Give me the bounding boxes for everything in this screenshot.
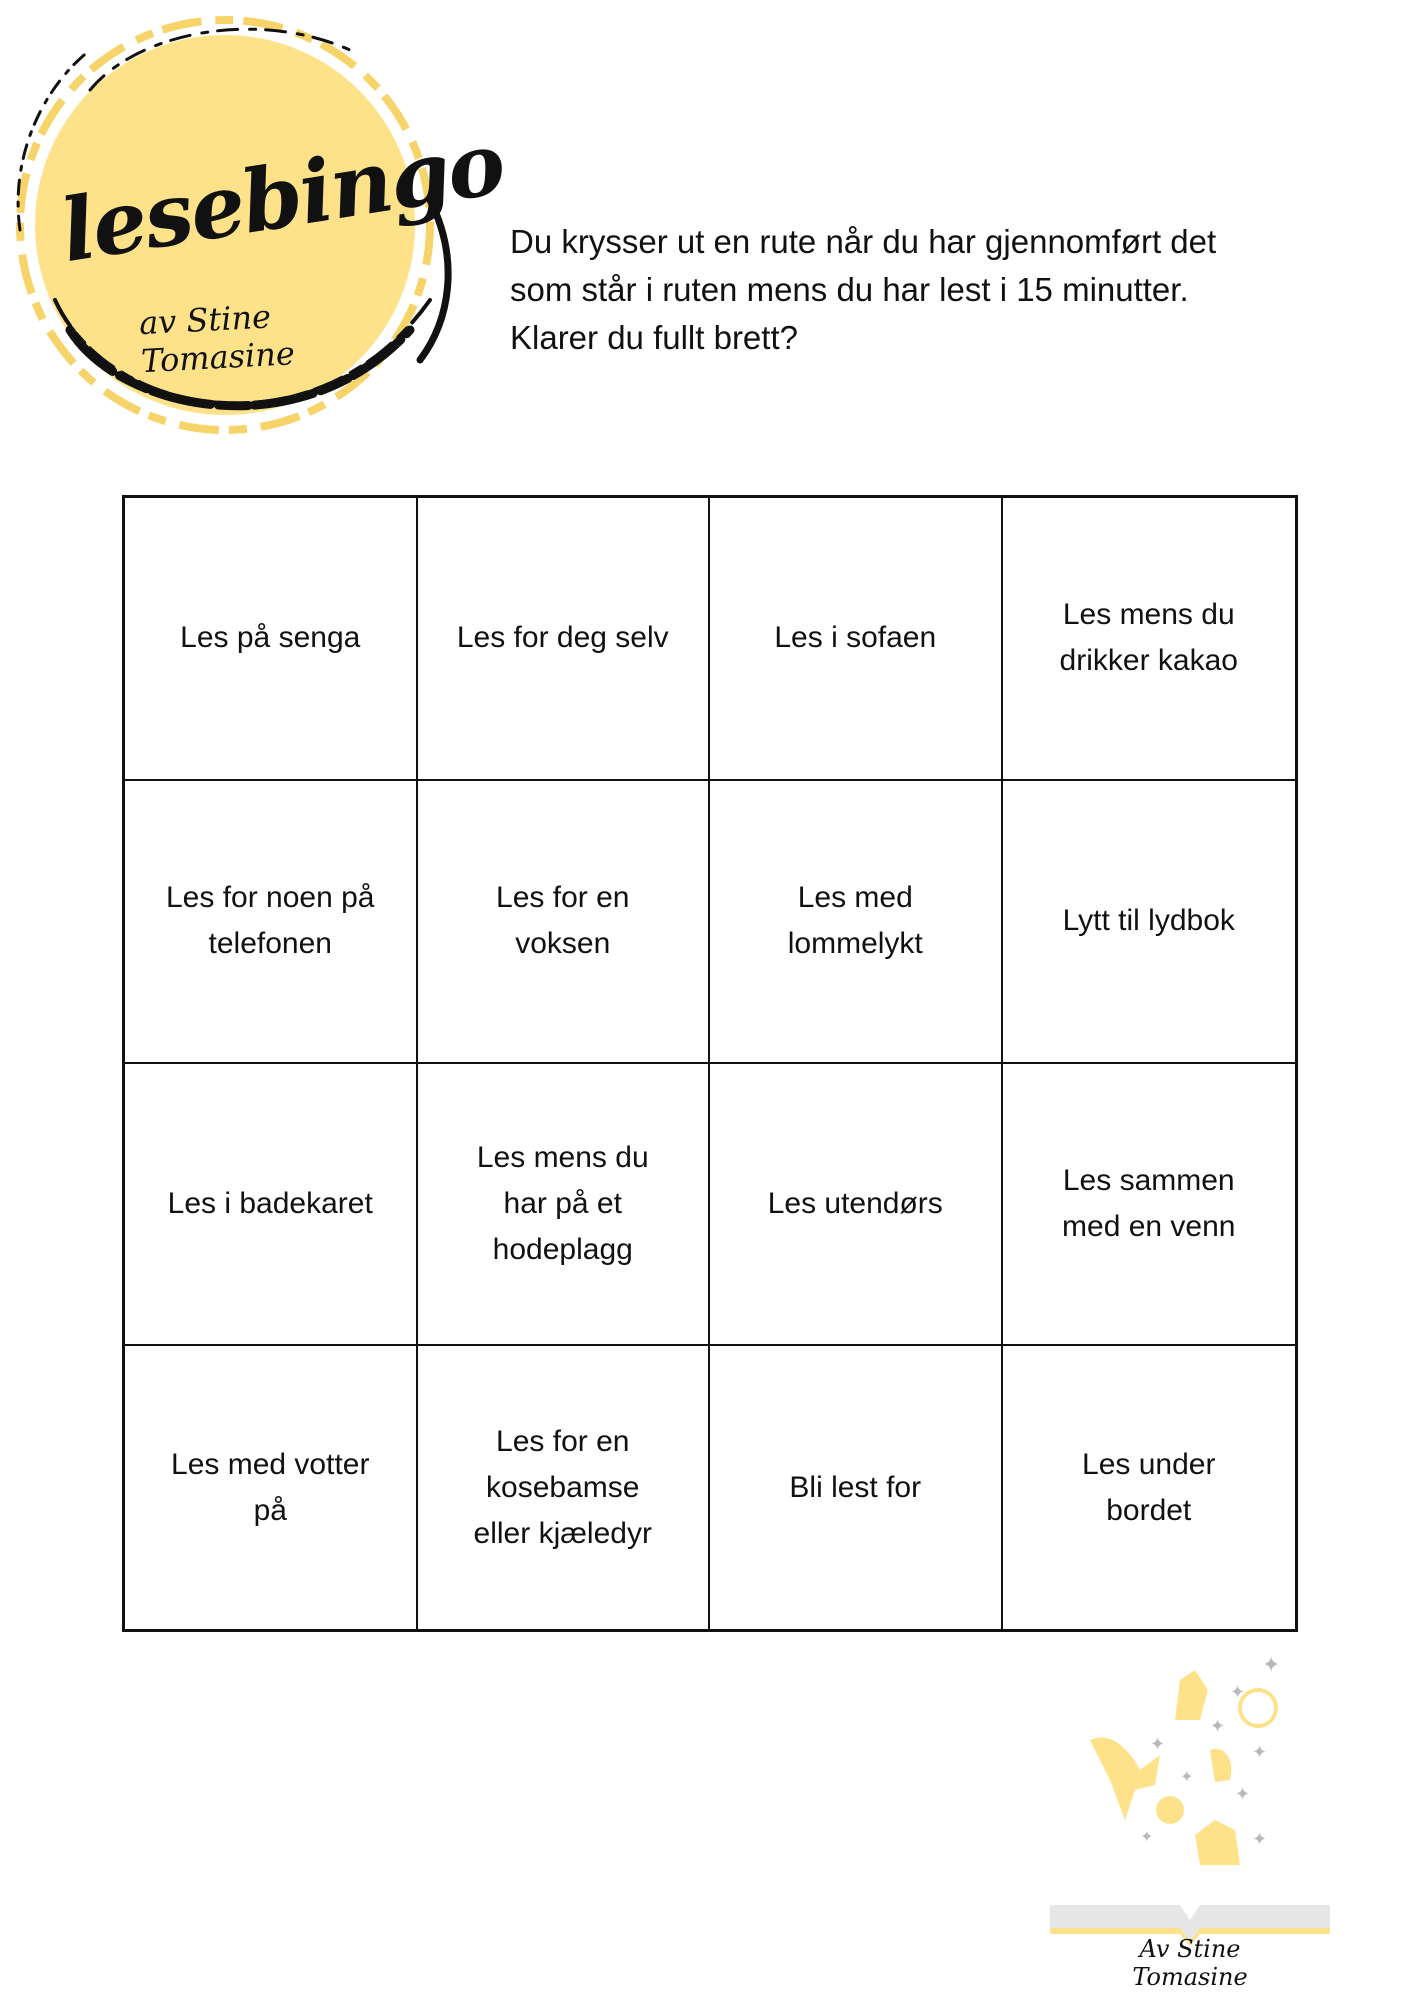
bingo-cell-text: Bli lest for bbox=[789, 1470, 922, 1504]
svg-text:✦: ✦ bbox=[1262, 1653, 1281, 1678]
bingo-cell-text: Les i sofaen bbox=[774, 621, 937, 655]
svg-text:✦: ✦ bbox=[1230, 1682, 1246, 1703]
svg-text:✦: ✦ bbox=[1180, 1767, 1194, 1786]
bingo-cell-text: Les for en kosebamse eller kjæledyr bbox=[473, 1424, 652, 1550]
dancer-icon bbox=[1175, 1670, 1208, 1720]
bingo-cell[interactable] bbox=[1003, 1346, 1296, 1629]
bingo-cell-text: Les med votter på bbox=[171, 1447, 370, 1527]
svg-text:✦: ✦ bbox=[1140, 1827, 1154, 1846]
horse-rider-icon bbox=[1195, 1820, 1240, 1865]
bingo-cell-text: Les under bordet bbox=[1082, 1447, 1216, 1527]
bingo-cell[interactable] bbox=[710, 781, 1003, 1064]
bingo-cell[interactable] bbox=[1003, 781, 1296, 1064]
globe-icon bbox=[1240, 1690, 1276, 1726]
svg-text:✦: ✦ bbox=[1252, 1742, 1268, 1763]
bingo-cell-text: Les for deg selv bbox=[456, 621, 669, 655]
bingo-cell-text: Les for noen på telefonen bbox=[166, 881, 375, 961]
intro-text bbox=[510, 218, 1330, 362]
bingo-cell[interactable] bbox=[418, 1064, 711, 1347]
bingo-cell[interactable] bbox=[710, 1346, 1003, 1629]
svg-text:✦: ✦ bbox=[1252, 1829, 1268, 1850]
bingo-cell[interactable] bbox=[1003, 498, 1296, 781]
dog-icon bbox=[1210, 1749, 1231, 1782]
bingo-cell-text: Les på senga bbox=[180, 621, 361, 655]
bingo-cell[interactable] bbox=[125, 498, 418, 781]
bingo-cell[interactable] bbox=[418, 781, 711, 1064]
bingo-cell[interactable] bbox=[125, 1064, 418, 1347]
footer-logo bbox=[1030, 1650, 1350, 1980]
bingo-cell-text: Les for en voksen bbox=[496, 881, 630, 961]
logo-subtitle: av Stine Tomasine bbox=[138, 297, 296, 381]
lesebingo-logo bbox=[0, 0, 511, 470]
open-book-illustration-icon bbox=[1030, 1650, 1350, 1980]
bingo-cell-text: Les mens du drikker kakao bbox=[1059, 598, 1238, 678]
footer-author: Av Stine Tomasine bbox=[1132, 1935, 1248, 1991]
bingo-cell[interactable] bbox=[125, 1346, 418, 1629]
intro-line: som står i ruten mens du har lest i 15 minutter. bbox=[510, 271, 1189, 308]
intro-line: Klarer du fullt brett? bbox=[510, 319, 798, 356]
bingo-cell-text: Les utendørs bbox=[767, 1186, 943, 1220]
bingo-cell-text: Les sammen med en venn bbox=[1062, 1163, 1236, 1243]
logo-title: lesebingo bbox=[54, 112, 511, 283]
bingo-cell-text: Lytt til lydbok bbox=[1062, 904, 1235, 938]
bingo-grid bbox=[122, 495, 1298, 1632]
svg-text:✦: ✦ bbox=[1150, 1734, 1166, 1755]
bingo-cell[interactable] bbox=[125, 781, 418, 1064]
bingo-cell[interactable] bbox=[710, 1064, 1003, 1347]
bingo-cell[interactable] bbox=[710, 498, 1003, 781]
bingo-cell[interactable] bbox=[418, 498, 711, 781]
svg-text:✦: ✦ bbox=[1210, 1716, 1226, 1737]
intro-line: Du krysser ut en rute når du har gjennomført det bbox=[510, 223, 1217, 260]
bingo-cell-text: Les i badekaret bbox=[167, 1186, 373, 1220]
bingo-cell[interactable] bbox=[418, 1346, 711, 1629]
bingo-cell-text: Les mens du har på et hodeplagg bbox=[476, 1140, 649, 1266]
svg-text:✦: ✦ bbox=[1235, 1784, 1251, 1805]
bingo-cell-text: Les med lommelykt bbox=[787, 881, 923, 961]
cat-icon bbox=[1156, 1796, 1184, 1824]
bingo-cell[interactable] bbox=[1003, 1064, 1296, 1347]
